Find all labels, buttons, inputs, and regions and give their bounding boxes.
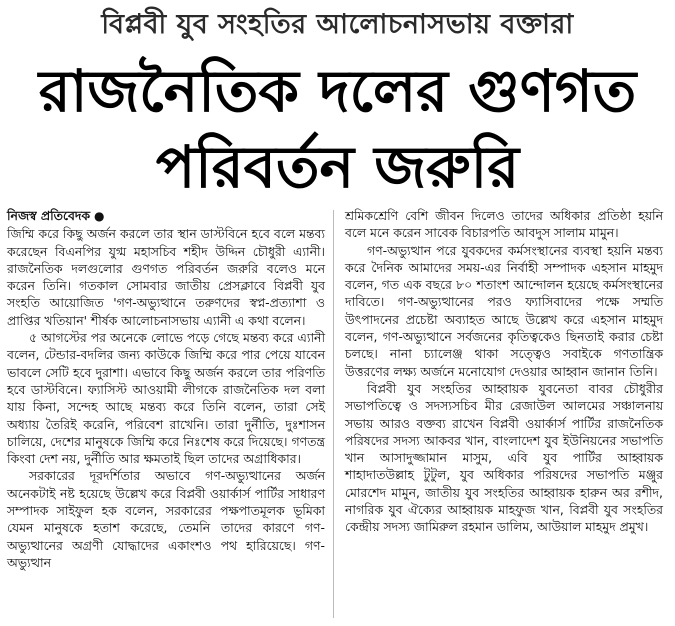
paragraph-right-2: গণ-অভ্যুত্থান পরে যুবকদের কর্মসংস্থানের ব্যবস্থা হয়নি মন্তব্য করে দৈনিক আমাদের সময়-এর নির্বাহী সম্পাদক এহসান মাহমুদ বলেন, গত এক বছরে ৮০ শতাংশ আন্দোলন হয়েছে কর্মসংস্থানের দাবিতে। গণ-অভ্যুত্থানের পরও ফ্যাসিবাদের পক্ষে সম্মতি উৎপাদনের প্রচেষ্টা অব্যাহত আছে উল্লেখ করে এহসান মাহমুদ বলেন, গণ-অভ্যুত্থানে সর্বজনের কৃতিত্বকেও ছিনতাই করার চেষ্টা চলছে। নানা চ্যালেঞ্জ থাকা সত্ত্বেও সবাইকে গণতান্ত্রিক উত্তরণের লক্ষ্য অর্জনে মনোযোগ দেওয়ার আহ্বান জানান তিনি। (345, 242, 663, 379)
column-divider (333, 210, 334, 618)
byline: নিজস্ব প্রতিবেদক (7, 208, 91, 223)
paragraph-left-1: জিম্মি করে কিছু অর্জন করলে তার স্থান ডাস্টবিনে হবে বলে মন্তব্য করেছেন বিএনপির যুগ্ম মহাসচিব শহীদ উদ্দিন চৌধুরী এ্যানী। রাজনৈতিক দলগুলোর গুণগত পরিবর্তন জরুরি বলেও মনে করেন তিনি। গতকাল সোমবার জাতীয় প্রেসক্লাবে বিপ্লবী যুব সংহতি আয়োজিত 'গণ-অভ্যুত্থানে তরুণদের স্বপ্ন-প্রত্যাশা ও প্রাপ্তির খতিয়ান' শীর্ষক আলোচনাসভায় এ্যানী এ কথা বলেন। (7, 226, 325, 328)
paragraph-right-1: শ্রমিকশ্রেণি বেশি জীবন দিলেও তাদের অধিকার প্রতিষ্ঠা হয়নি বলে মনে করেন সাবেক বিচারপতি আবদুস সালাম মামুন। (345, 208, 663, 241)
column-right (345, 207, 663, 536)
headline-line-2: পরিবর্তন জরুরি (155, 133, 520, 201)
byline-line (7, 207, 325, 225)
bullet-icon: ● (93, 209, 105, 223)
paragraph-left-3: সরকারের দূরদর্শিতার অভাবে গণ-অভ্যুত্থানের অর্জন অনেকটাই নষ্ট হয়েছে উল্লেখ করে বিপ্লবী ওয়ার্কার্স পার্টির সাধারণ সম্পাদক সাইফুল হক বলেন, সরকারের পক্ষপাতমূলক ভূমিকা যেমন মানুষকে হতাশ করেছে, তেমনি তাদের কারণে গণ-অভ্যুত্থানের অগ্রণী যোদ্ধাদের একাংশও পথ হারিয়েছে। গণ-অভ্যুত্থান (7, 468, 325, 570)
headline-line-1: রাজনৈতিক দলের গুণগত (38, 57, 637, 125)
paragraph-left-2: ৫ আগস্টের পর অনেকে লোভে পড়ে গেছে মন্তব্য করে এ্যানী বলেন, টেন্ডার-বদলির জন্য কাউকে জিম্মি করে পার পেয়ে যাবেন ভাবলে সেটি হবে দুরাশা। এভাবে কিছু অর্জন করলে তার পরিণতি হবে ডাস্টবিনে। ফ্যাসিস্ট আওয়ামী লীগকে রাজনৈতিক দল বলা যায় কিনা, সন্দেহ আছে মন্তব্য করে তিনি বলেন, তারা সেই অধ্যায় তৈরিই করেনি, পরিবেশ রাখেনি। তারা দুর্নীতি, দুঃশাসন চালিয়ে, দেশের মানুষকে জিম্মি করে নিঃশেষ করে দিয়েছে। গণতন্ত্র কিংবা দেশ নয়, দুর্নীতি আর ক্ষমতাই ছিল তাদের অগ্রাধিকার। (7, 330, 325, 467)
article-kicker: বিপ্লবী যুব সংহতির আলোচনাসভায় বক্তারা (101, 9, 574, 40)
column-left (7, 207, 325, 571)
paragraph-right-3: বিপ্লবী যুব সংহতির আহ্বায়ক যুবনেতা বাবর চৌধুরীর সভাপতিত্বে ও সদস্যসচিব মীর রেজাউল আলমের সঞ্চালনায় সভায় আরও বক্তব্য রাখেন বিপ্লবী ওয়ার্কার্স পার্টির রাজনৈতিক পরিষদের সদস্য আকবর খান, বাংলাদেশ যুব ইউনিয়নের সভাপতি খান আসাদুজ্জামান মাসুম, এবি যুব পার্টির আহ্বায়ক শাহাদাতউল্লাহ টুটুল, যুব অধিকার পরিষদের সভাপতি মঞ্জুর মোরশেদ মামুন, জাতীয় যুব সংহতির আহ্বায়ক হারুন অর রশীদ, নাগরিক যুব ঐক্যের আহ্বায়ক মাহফুজ খান, বিপ্লবী যুব সংহতির কেন্দ্রীয় সদস্য জামিরুল রহমান ডালিম, আউয়াল মাহমুদ প্রমুখ। (345, 380, 663, 535)
